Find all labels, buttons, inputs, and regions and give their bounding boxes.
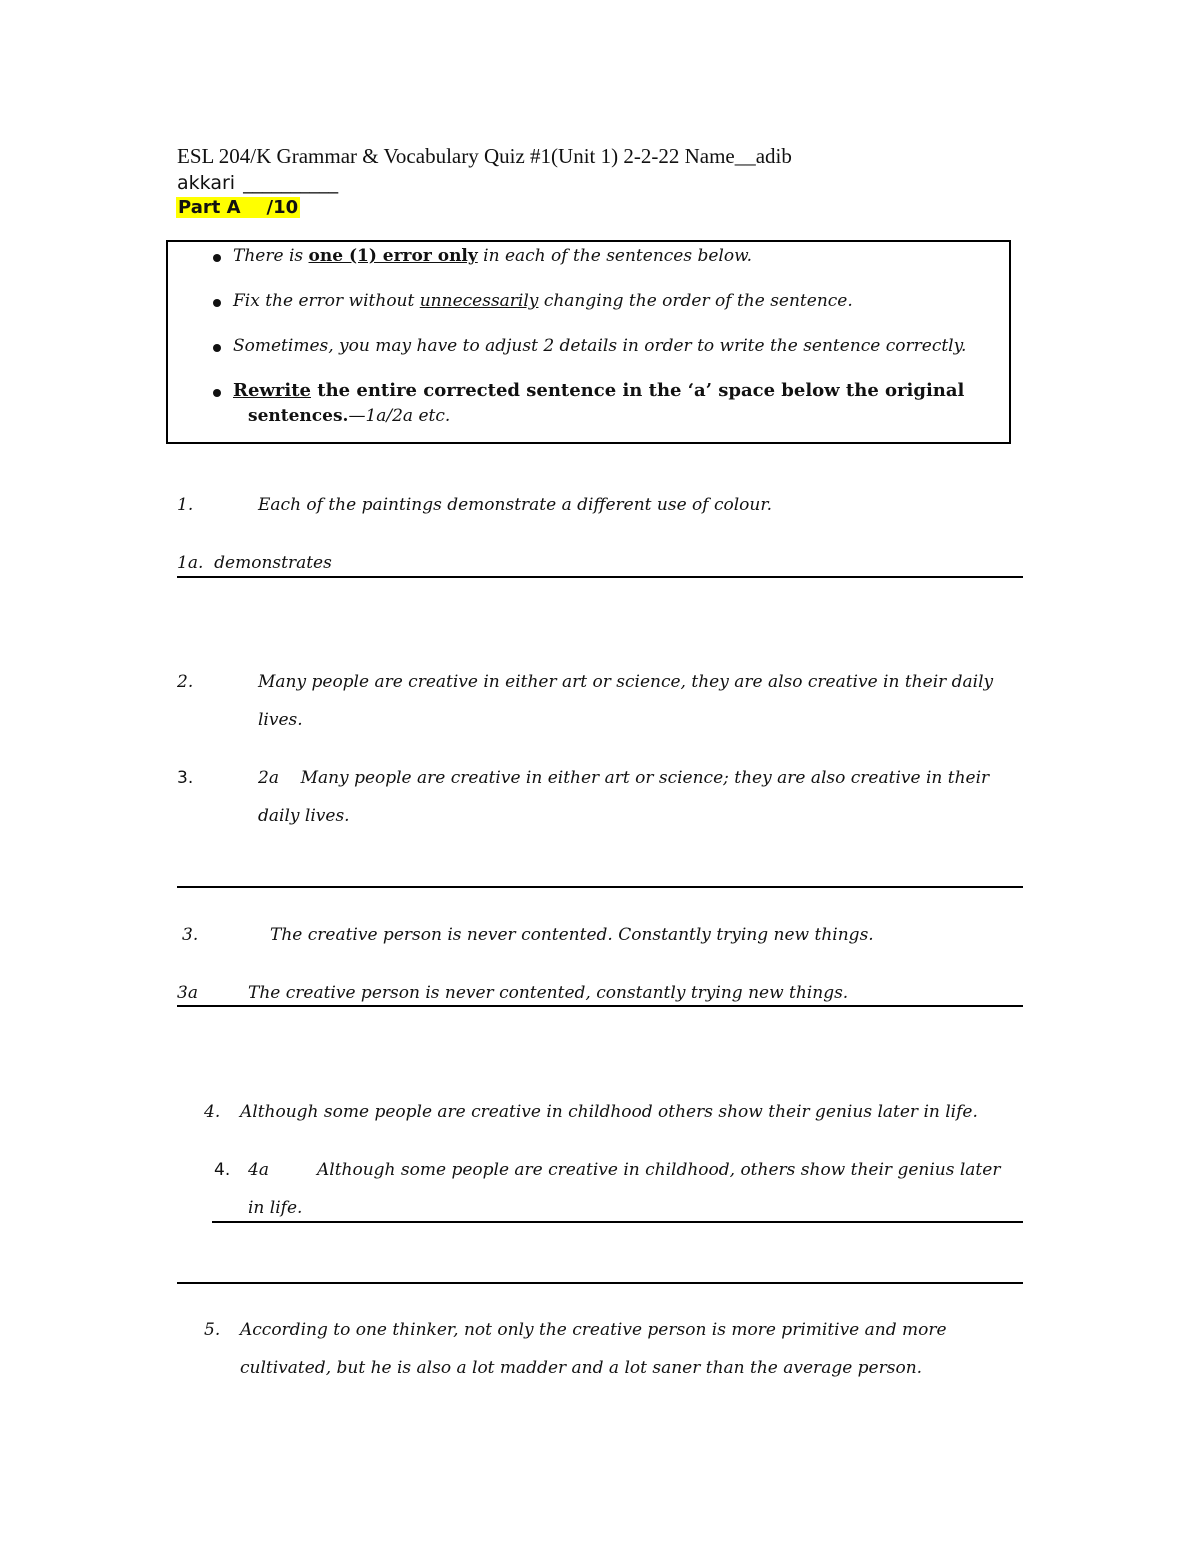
- student-name-text: akkari: [177, 172, 236, 194]
- instruction-4-line2-bold: sentences.: [248, 406, 349, 426]
- part-score-text: /10: [266, 197, 299, 218]
- instruction-4-underline: Rewrite: [233, 380, 311, 401]
- q5-number: 5.: [204, 1320, 221, 1340]
- a4-number: 4.: [214, 1160, 231, 1180]
- answer-line: [177, 886, 1023, 888]
- instruction-4-line2: [248, 406, 450, 426]
- q1-number: 1.: [177, 495, 194, 515]
- a3-answer[interactable]: The creative person is never contented, constantly trying new things.: [248, 983, 849, 1003]
- instruction-1-bold: one (1) error only: [308, 246, 478, 266]
- bullet-icon: [213, 299, 221, 307]
- a3-number: 3a: [177, 983, 198, 1003]
- q2-text-line2: lives.: [258, 710, 303, 730]
- name-blank: __________: [243, 172, 339, 194]
- a4-label: 4a: [248, 1160, 269, 1180]
- answer-line: [177, 576, 1023, 578]
- bullet-icon: [213, 254, 221, 262]
- a4-text-line1[interactable]: Although some people are creative in childhood, others show their genius later: [317, 1160, 1001, 1180]
- instruction-2-pre: Fix the error without: [233, 291, 420, 311]
- answer-line: [177, 1005, 1023, 1007]
- part-a-label: [176, 197, 300, 218]
- instruction-2-post: changing the order of the sentence.: [538, 291, 853, 311]
- quiz-title-line1: ESL 204/K Grammar & Vocabulary Quiz #1(Unit 1) 2-2-22 Name__adib: [177, 144, 792, 168]
- bullet-icon: [213, 344, 221, 352]
- instruction-1-post: in each of the sentences below.: [477, 246, 753, 266]
- a2-number: 3.: [177, 768, 194, 788]
- instructions-box: [166, 240, 1011, 444]
- instruction-3: Sometimes, you may have to adjust 2 details in order to write the sentence correctly.: [233, 336, 967, 356]
- q2-text-line1: Many people are creative in either art or science, they are also creative in their daily: [258, 672, 994, 692]
- answer-line: [212, 1221, 1023, 1223]
- q2-number: 2.: [177, 672, 194, 692]
- student-name: [177, 172, 338, 194]
- a1-answer[interactable]: 1a. demonstrates: [177, 553, 332, 573]
- instruction-4: [233, 380, 964, 401]
- a2-text-line1[interactable]: 2a Many people are creative in either art or science; they are also creative in their: [258, 768, 990, 788]
- a4-text-line2[interactable]: in life.: [248, 1198, 303, 1218]
- q5-text-line1: According to one thinker, not only the creative person is more primitive and more: [240, 1320, 947, 1340]
- bullet-icon: [213, 389, 221, 397]
- q3-text: The creative person is never contented. Constantly trying new things.: [270, 925, 874, 945]
- instruction-4-bold: the entire corrected sentence in the ‘a’ space below the original: [311, 380, 965, 401]
- instruction-4-line2-italic: —1a/2a etc.: [348, 406, 451, 426]
- q3-number: 3.: [182, 925, 199, 945]
- q4-number: 4.: [204, 1102, 221, 1122]
- instruction-2: [233, 291, 853, 311]
- q1-text: Each of the paintings demonstrate a different use of colour.: [258, 495, 773, 515]
- q5-text-line2: cultivated, but he is also a lot madder and a lot saner than the average person.: [240, 1358, 923, 1378]
- a2-text-line2[interactable]: daily lives.: [258, 806, 350, 826]
- instruction-1-pre: There is: [233, 246, 309, 266]
- answer-line: [177, 1282, 1023, 1284]
- q4-text: Although some people are creative in childhood others show their genius later in life.: [240, 1102, 978, 1122]
- instruction-2-underline: unnecessarily: [419, 291, 539, 311]
- instruction-1: [233, 246, 752, 266]
- part-label-text: Part A: [178, 197, 241, 218]
